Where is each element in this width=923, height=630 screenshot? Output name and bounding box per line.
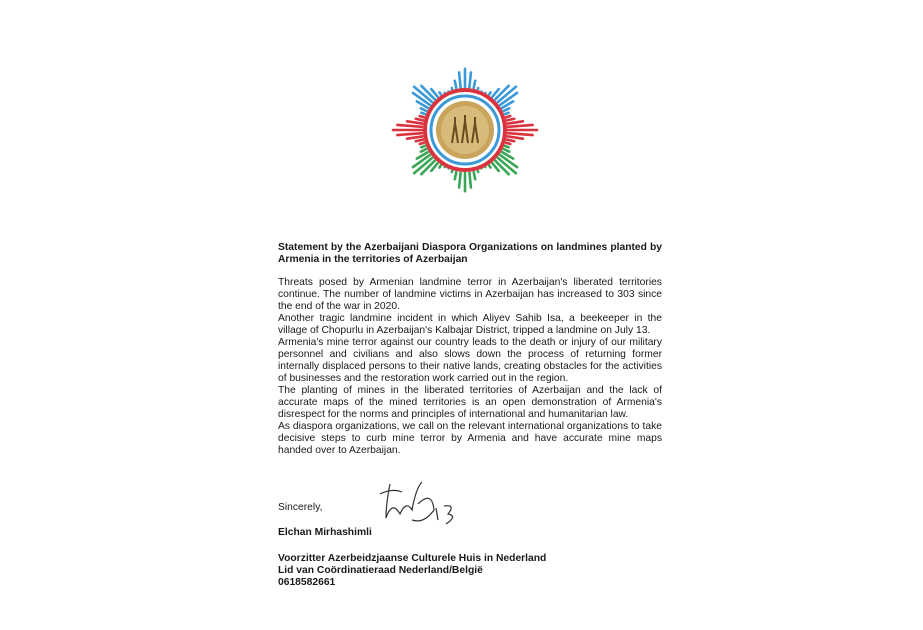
closing: Sincerely, <box>278 502 323 513</box>
affiliation <box>278 553 662 589</box>
emblem-ray <box>505 125 533 127</box>
emblem-logo <box>380 55 550 205</box>
emblem-ray <box>504 136 523 139</box>
signer-name: Elchan Mirhashimli <box>278 527 372 538</box>
emblem-ray <box>407 121 426 124</box>
emblem-ray <box>397 125 425 127</box>
paragraph: Another tragic landmine incident in which Aliyev Sahib Isa, a beekeeper in the village of Chopurlu in Azerbaijan's Kalbajar District, tripped a landmine on July 13. <box>278 313 662 336</box>
paragraph: Threats posed by Armenian landmine terror in Azerbaijan's liberated territories continue. The number of landmine victims in Azerbaijan has increased to 303 since the end of the war in 2020. <box>278 277 662 312</box>
paragraph: As diaspora organizations, we call on the relevant international organizations to take decisive steps to curb mine terror by Armenia and have accurate mine maps handed over to Azerbaijan. <box>278 421 662 456</box>
statement-title: Statement by the Azerbaijani Diaspora Organizations on landmines planted by Armenia in the territories of Azerbaijan <box>278 242 662 265</box>
emblem-ray <box>407 136 426 139</box>
statement-document <box>278 242 662 589</box>
paragraph: Armenia's mine terror against our country leads to the death or injury of our military personnel and civilians and also slows down the process of returning former internally displaced persons to their native lands, creating obstacles for the activities of businesses and the restoration work carried out in the region. <box>278 337 662 384</box>
phone-number: 0618582661 <box>278 577 336 588</box>
emblem-ray <box>504 121 523 124</box>
paragraph: The planting of mines in the liberated territories of Azerbaijan and the lack of accurate maps of the mined territories is an open demonstration of Armenia's disrespect for the norms and principles of international and humanitarian law. <box>278 385 662 420</box>
affiliation-line: Voorzitter Azerbeidzjaanse Culturele Huis in Nederland <box>278 553 547 564</box>
emblem-ray <box>505 133 533 135</box>
affiliation-line: Lid van Coördinatieraad Nederland/België <box>278 565 483 576</box>
emblem-ray <box>397 133 425 135</box>
